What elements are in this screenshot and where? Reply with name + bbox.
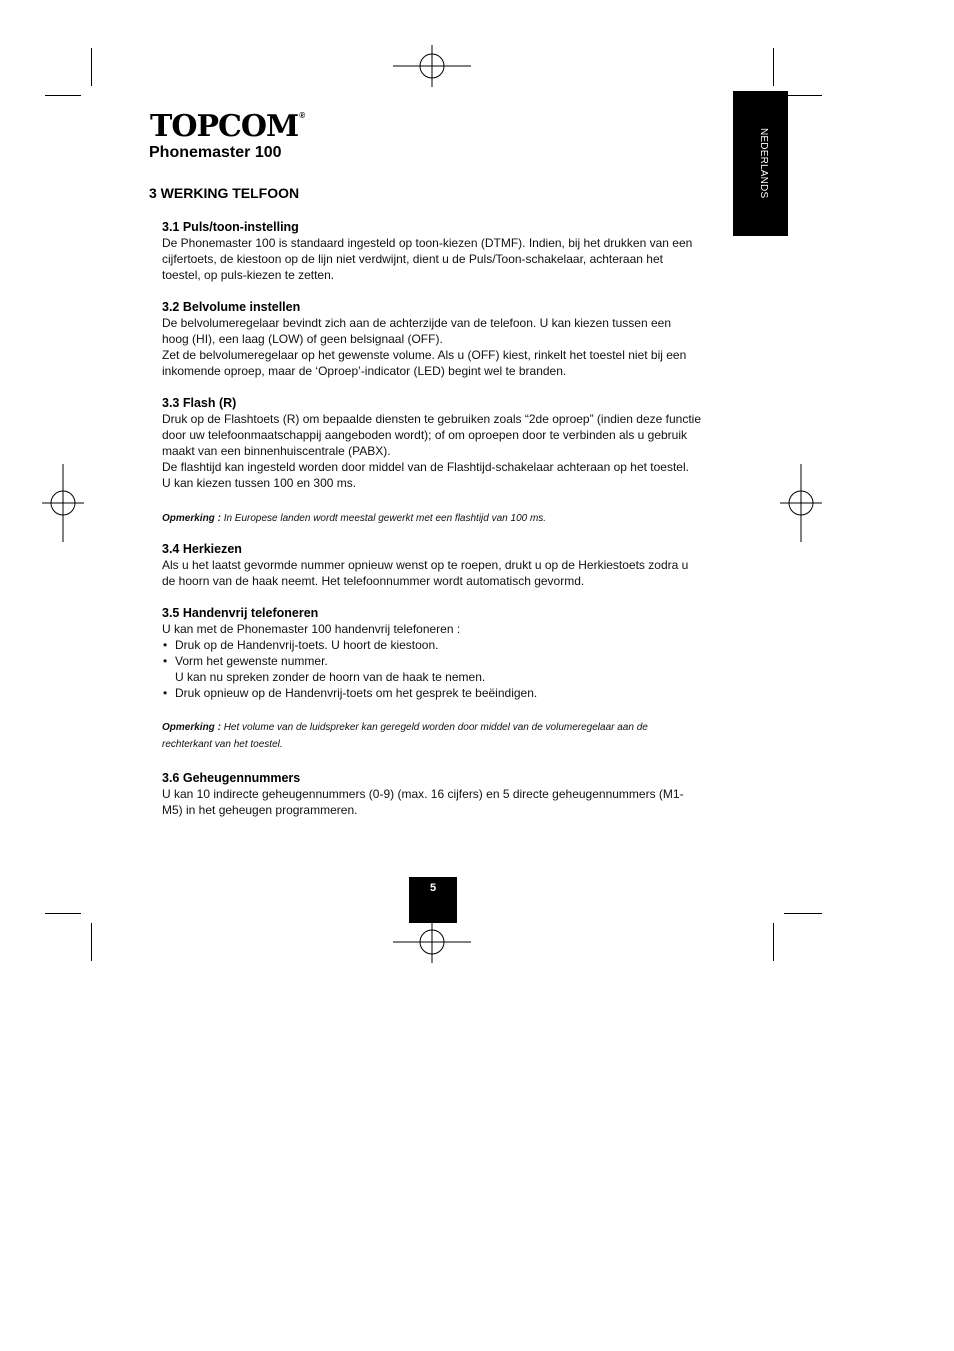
page-number: 5 — [409, 877, 457, 923]
note-text: In Europese landen wordt meestal gewerkt met een flashtijd van 100 ms. — [223, 513, 547, 524]
body-line: hoog (HI), een laag (LOW) of geen belsignaal (OFF). — [162, 332, 443, 346]
body-line: U kan kiezen tussen 100 en 300 ms. — [162, 476, 357, 490]
section-heading: 3.4 Herkiezen — [162, 542, 242, 556]
list-item-continuation: U kan nu spreken zonder de hoorn van de haak te nemen. — [175, 670, 486, 684]
list-item-text: Vorm het gewenste nummer. — [175, 654, 328, 668]
language-tab-label: NEDERLANDS — [758, 128, 769, 199]
bullet-list — [162, 637, 722, 701]
body-line: Druk op de Flashtoets (R) om bepaalde diensten te gebruiken zoals “2de oproep” (indien deze functie — [162, 412, 701, 426]
registration-mark-icon — [393, 45, 473, 87]
registered-mark: ® — [299, 111, 305, 120]
brand-logo — [150, 109, 305, 144]
note-label: Opmerking : — [162, 722, 221, 733]
body-line: inkomende oproep, maar de ‘Oproep’-indicator (LED) begint wel te branden. — [162, 364, 567, 378]
section-heading: 3.1 Puls/toon-instelling — [162, 220, 299, 234]
body-line: cijfertoets, de kiestoon op de lijn niet verdwijnt, dient u de Puls/Toon-schakelaar, achteraan het — [162, 252, 663, 266]
note-label: Opmerking : — [162, 513, 221, 524]
note-handsfree — [162, 719, 722, 753]
body-line: Als u het laatst gevormde nummer opnieuw wenst op te roepen, drukt u op de Herkiestoets zodra u — [162, 558, 689, 572]
body-line: De Phonemaster 100 is standaard ingesteld op toon-kiezen (DTMF). Indien, bij het drukken van een — [162, 236, 693, 250]
model-name: Phonemaster 100 — [149, 144, 282, 161]
list-item-text: Druk op de Handenvrij-toets. U hoort de kiestoon. — [175, 638, 439, 652]
body-line: de hoorn van de haak neemt. Het telefoonnummer wordt automatisch gevormd. — [162, 574, 585, 588]
body-line: U kan met de Phonemaster 100 handenvrij telefoneren : — [162, 622, 461, 636]
section-handsfree — [162, 605, 722, 701]
brand-name: TOPCOM — [150, 109, 299, 144]
section-heading: 3.3 Flash (R) — [162, 396, 237, 410]
section-memory — [162, 770, 722, 818]
body-line: U kan 10 indirecte geheugennummers (0-9) (max. 16 cijfers) en 5 directe geheugennummers (M1- — [162, 787, 684, 801]
section-ring-volume — [162, 299, 722, 379]
list-item — [162, 685, 722, 701]
list-item — [162, 653, 722, 685]
chapter-title: 3 WERKING TELFOON — [149, 185, 300, 201]
list-item-text: Druk opnieuw op de Handenvrij-toets om het gesprek te beëindigen. — [175, 686, 538, 700]
body-line: maakt van een binnenhuiscentrale (PABX). — [162, 444, 391, 458]
body-line: De flashtijd kan ingesteld worden door middel van de Flashtijd-schakelaar achteraan op het toestel. — [162, 460, 689, 474]
section-heading: 3.6 Geheugennummers — [162, 771, 301, 785]
section-flash — [162, 395, 722, 491]
body-line: M5) in het geheugen programmeren. — [162, 803, 358, 817]
registration-mark-icon — [780, 464, 822, 544]
note-text: Het volume van de luidspreker kan geregeld worden door middel van de volumeregelaar aan de — [223, 722, 648, 733]
section-heading: 3.5 Handenvrij telefoneren — [162, 606, 319, 620]
note-text-cont: rechterkant van het toestel. — [162, 739, 283, 750]
body-line: toestel, op puls-kiezen te zetten. — [162, 268, 335, 282]
body-line: Zet de belvolumeregelaar op het gewenste volume. Als u (OFF) kiest, rinkelt het toestel niet bij een — [162, 348, 687, 362]
registration-mark-icon — [42, 464, 84, 544]
registration-mark-icon — [393, 921, 473, 963]
section-pulse-tone — [162, 219, 722, 283]
note-flash — [162, 510, 722, 527]
body-line: door uw telefoonmaatschappij aangeboden wordt); of om oproepen door te verbinden als u gebruik — [162, 428, 688, 442]
section-redial — [162, 541, 722, 589]
section-heading: 3.2 Belvolume instellen — [162, 300, 301, 314]
body-line: De belvolumeregelaar bevindt zich aan de achterzijde van de telefoon. U kan kiezen tussen een — [162, 316, 671, 330]
list-item — [162, 637, 722, 653]
